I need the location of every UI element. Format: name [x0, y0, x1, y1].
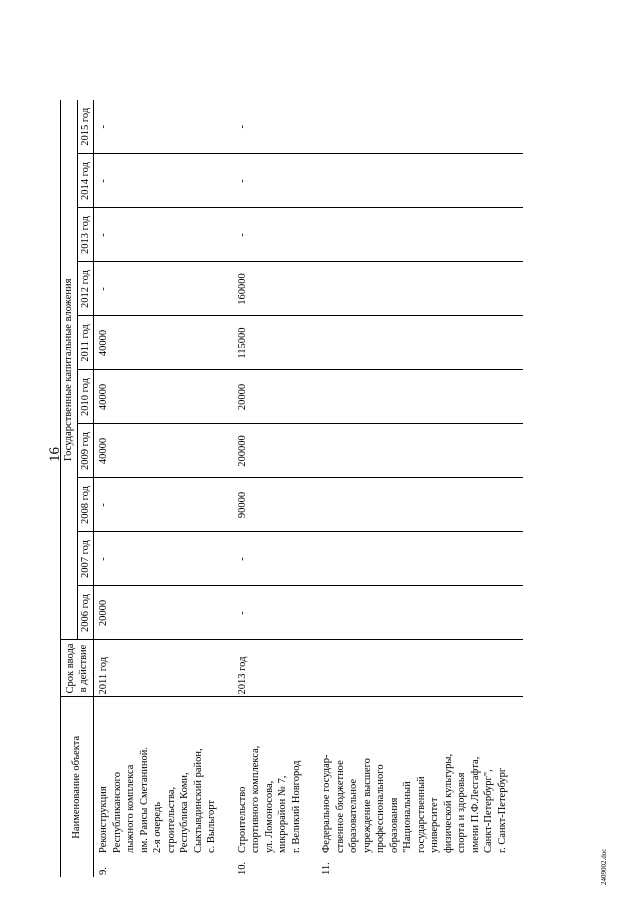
investment-value: 40000: [94, 316, 233, 370]
investment-value: -: [94, 478, 233, 532]
table-row: [94, 100, 233, 877]
investment-value: -: [94, 154, 233, 208]
object-name-line: Республика Коми,: [179, 772, 190, 853]
object-name-line: "Национальный: [402, 781, 413, 853]
investment-value: 115000: [233, 316, 318, 370]
header-year: 2014 год: [77, 154, 94, 208]
object-name-line: ственное бюджетное: [334, 760, 346, 853]
header-capital-investments: Государственные капитальные вложения: [61, 100, 78, 640]
investment-value: 90000: [233, 478, 318, 532]
investment-value: [317, 424, 523, 478]
object-name-line: Республиканского: [111, 772, 123, 853]
header-term-line2: в действие: [78, 644, 89, 693]
object-name-line: университет: [429, 797, 440, 853]
object-name-line: им. Раисы Сметаниной.: [138, 746, 150, 853]
object-name-line: ул. Ломоносова,: [263, 780, 275, 853]
header-year: 2006 год: [77, 586, 94, 640]
footer-doc-code: 2409002.doc: [600, 848, 608, 885]
commissioning-term: [317, 640, 523, 697]
row-number: 11.: [321, 862, 332, 875]
object-name-line: физической культуры,: [442, 753, 454, 853]
table-body: [94, 100, 524, 877]
investment-value: 20000: [94, 586, 233, 640]
object-name-line: строительства,: [165, 786, 177, 853]
object-name-line: образования: [388, 797, 400, 853]
object-name: [236, 700, 304, 854]
header-year: 2011 год: [77, 316, 94, 370]
investment-value: [317, 154, 523, 208]
header-object-name: Наименование объекта: [61, 697, 94, 877]
investment-value: -: [233, 154, 318, 208]
investment-value: -: [233, 208, 318, 262]
investment-value: [317, 370, 523, 424]
object-name-line: лыжного комплекса: [125, 764, 136, 853]
investment-value: 20000: [233, 370, 318, 424]
object-name: [97, 700, 219, 854]
investment-value: [317, 532, 523, 586]
investment-value: [317, 586, 523, 640]
investment-value: -: [94, 532, 233, 586]
header-year: 2010 год: [77, 370, 94, 424]
investment-value: 40000: [94, 370, 233, 424]
row-number: 9.: [98, 867, 109, 875]
investment-value: -: [233, 586, 318, 640]
investment-value: -: [94, 100, 233, 154]
investment-value: [317, 316, 523, 370]
object-name-line: государственный: [415, 776, 427, 853]
investment-value: [317, 100, 523, 154]
object-name: [320, 700, 509, 854]
object-name-line: Федеральное государ-: [321, 754, 332, 853]
table-row: [233, 100, 318, 877]
object-name-line: микрорайон № 7,: [277, 775, 288, 853]
object-name-line: профессионального: [375, 764, 386, 853]
header-commissioning-term: [61, 640, 94, 697]
commissioning-term: 2013 год: [233, 640, 318, 697]
object-name-line: учреждение высшего: [361, 758, 373, 853]
header-year: 2008 год: [77, 478, 94, 532]
object-name-line: Реконструкция: [98, 786, 109, 853]
capital-investment-table: [60, 100, 523, 877]
investment-value: [317, 478, 523, 532]
page-number: 16: [47, 447, 63, 462]
investment-value: [317, 208, 523, 262]
header-term-line1: Срок ввода: [64, 643, 76, 694]
header-year: 2012 год: [77, 262, 94, 316]
object-name-cell: [233, 697, 318, 877]
header-year: 2013 год: [77, 208, 94, 262]
object-name-line: образовательное: [348, 779, 359, 853]
investment-value: -: [233, 100, 318, 154]
object-name-line: 2-я очередь: [152, 801, 163, 853]
investment-value: -: [233, 532, 318, 586]
header-year: 2007 год: [77, 532, 94, 586]
object-name-line: Санкт-Петербург",: [483, 769, 494, 853]
investment-value: -: [94, 208, 233, 262]
investment-value: 200000: [233, 424, 318, 478]
object-name-line: имени П.Ф.Лесгафта,: [469, 756, 481, 853]
table-row: [317, 100, 523, 877]
header-year: 2015 год: [77, 100, 94, 154]
row-number: 10.: [236, 861, 248, 875]
object-name-line: г. Великий Новгород: [290, 760, 302, 853]
object-name-cell: [317, 697, 523, 877]
investment-value: 40000: [94, 424, 233, 478]
investment-value: 160000: [233, 262, 318, 316]
object-name-line: с. Выльгорт: [206, 800, 217, 853]
object-name-line: спортивного комплекса,: [250, 745, 261, 853]
object-name-line: Сыктывдинский район,: [192, 748, 204, 853]
header-year: 2009 год: [77, 424, 94, 478]
investment-value: [317, 262, 523, 316]
object-name-line: Строительство: [236, 786, 248, 853]
investment-value: -: [94, 262, 233, 316]
commissioning-term: 2011 год: [94, 640, 233, 697]
object-name-cell: [94, 697, 233, 877]
object-name-line: спорта и здоровья: [456, 772, 467, 853]
object-name-line: г. Санкт-Петербург: [496, 767, 508, 853]
